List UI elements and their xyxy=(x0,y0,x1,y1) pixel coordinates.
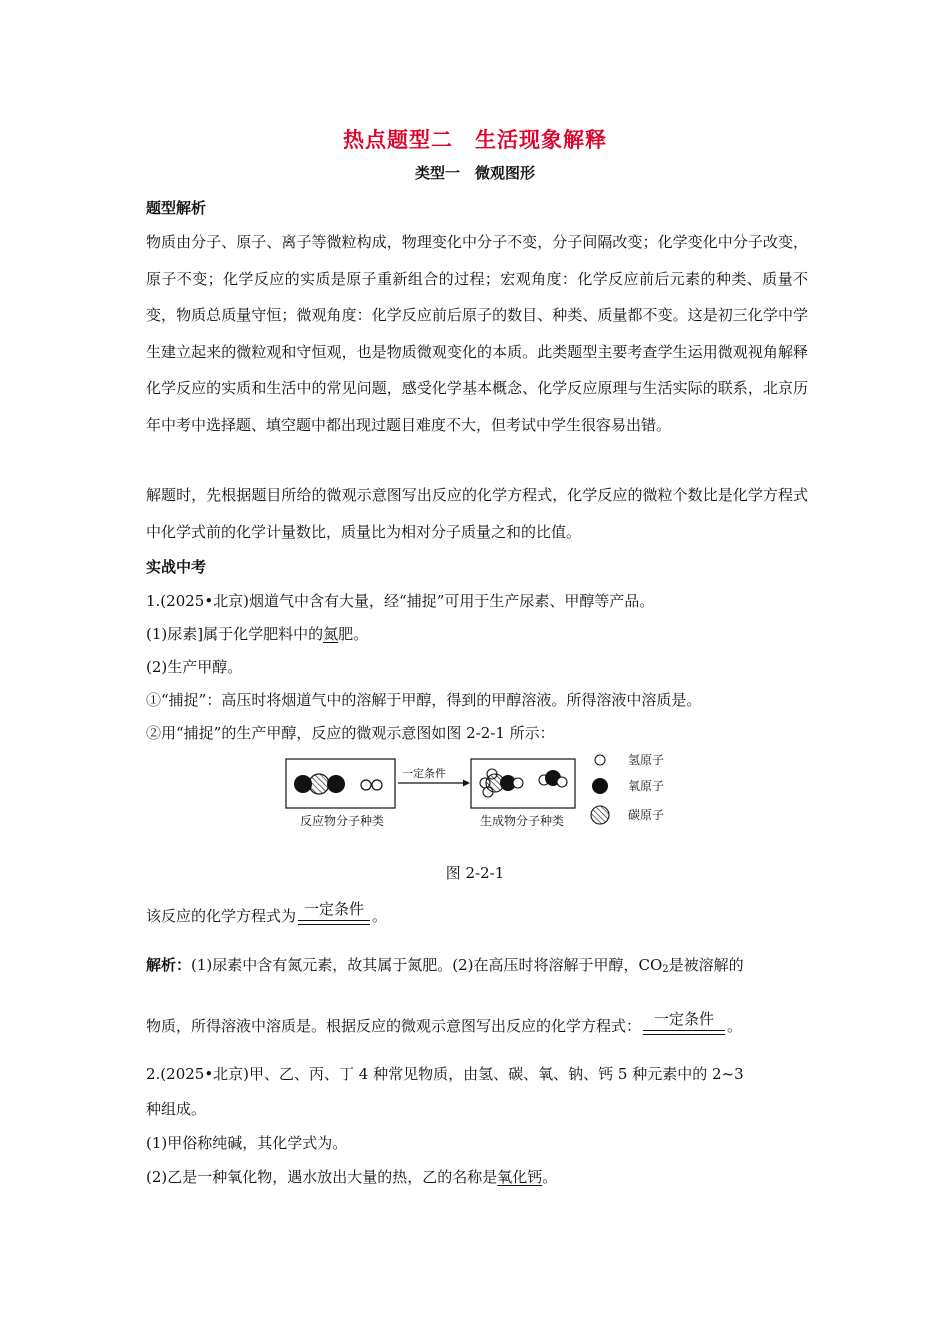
question-2-stem-line-2: 种组成。 xyxy=(146,1100,207,1118)
equation-suffix: 。 xyxy=(372,907,388,925)
oxygen-atom xyxy=(327,775,345,793)
question-1-part-2b: ②用“捕捉”的生产甲醇，反应的微观示意图如图 2-2-1 所示： xyxy=(146,724,555,742)
figure-caption: 图 2-2-1 xyxy=(445,864,505,882)
solution-text-b: 是被溶解的 xyxy=(668,956,744,974)
q1-part1-suffix: 肥。 xyxy=(338,625,369,643)
solution-line-2 xyxy=(146,1012,742,1036)
reaction-micro-diagram xyxy=(284,750,684,835)
solution-condition-text: 一定条件 xyxy=(654,1010,715,1028)
question-1-part-1 xyxy=(146,623,368,644)
q1-part1-answer: 氮 xyxy=(323,625,339,643)
equation-condition-text: 一定条件 xyxy=(304,900,365,918)
equation-condition-sign xyxy=(298,902,370,926)
solution-text-a: (1)尿素中含有氮元素，故其属于氮肥。(2)在高压时将溶解于甲醇，CO xyxy=(191,956,663,974)
solution-subscript: 2 xyxy=(662,964,669,975)
hydrogen-atom xyxy=(361,780,371,790)
question-1-stem: 1.(2025•北京)烟道气中含有大量，经“捕捉”可用于生产尿素、甲醇等产品。 xyxy=(146,592,655,610)
double-line xyxy=(298,920,370,925)
reactants-label: 反应物分子种类 xyxy=(300,814,385,828)
question-1-equation xyxy=(146,902,387,926)
legend-hydrogen-label: 氢原子 xyxy=(628,753,665,767)
analysis-heading: 题型解析 xyxy=(146,199,207,217)
page-title: 热点题型二 生活现象解释 xyxy=(343,128,607,152)
carbon-atom xyxy=(309,774,329,794)
q2-part2-text: (2)乙是一种氧化物，遇水放出大量的热，乙的名称是 xyxy=(146,1168,498,1186)
equation-prefix: 该反应的化学方程式为 xyxy=(146,907,297,925)
solution-text-c: 物质，所得溶液中溶质是。根据反应的微观示意图写出反应的化学方程式： xyxy=(146,1017,642,1035)
legend-hydrogen-icon xyxy=(595,755,605,765)
legend-oxygen-label: 氧原子 xyxy=(628,779,665,793)
hydrogen-atom xyxy=(513,778,523,788)
solution-condition-sign xyxy=(643,1012,725,1036)
arrow-condition-label: 一定条件 xyxy=(402,767,446,780)
question-2-stem-line-1: 2.(2025•北京)甲、乙、丙、丁 4 种常见物质，由氢、碳、氧、钠、钙 5 种元素中的 2~3 xyxy=(146,1065,744,1083)
products-label: 生成物分子种类 xyxy=(480,814,565,828)
solution-suffix: 。 xyxy=(727,1017,743,1035)
practice-heading: 实战中考 xyxy=(146,558,207,576)
legend-carbon-icon xyxy=(591,806,609,824)
hydrogen-atom xyxy=(557,777,567,787)
question-2-part-1: (1)甲俗称纯碱，其化学式为。 xyxy=(146,1134,348,1152)
q2-part2-suffix: 。 xyxy=(542,1168,558,1186)
legend-carbon-label: 碳原子 xyxy=(628,808,665,822)
question-1-part-2a: ①“捕捉”：高压时将烟道气中的溶解于甲醇，得到的甲醇溶液。所得溶液中溶质是。 xyxy=(146,691,702,709)
analysis-paragraph-2: 解题时，先根据题目所给的微观示意图写出反应的化学方程式，化学反应的微粒个数比是化学方程式中化学式前的化学计量数比，质量比为相对分子质量之和的比值。 xyxy=(146,486,808,541)
solution-label: 解析： xyxy=(146,956,192,974)
double-line xyxy=(643,1030,725,1035)
arrow-head-icon xyxy=(463,780,470,787)
solution-line-1 xyxy=(146,954,744,975)
analysis-paragraph-1: 物质由分子、原子、离子等微粒构成，物理变化中分子不变，分子间隔改变；化学变化中分子改变，原子不变；化学反应的实质是原子重新组合的过程；宏观角度：化学反应前后元素的种类、质量不变，物质总质量守恒；微观角度：化学反应前后原子的数目、种类、质量都不变。这是初三化学中学生建立起来的微粒观和守恒观，也是物质微观变化的本质。此类题型主要考查学生运用微观视角解释化学反应的实质和生活中的常见问题，感受化学基本概念、化学反应原理与生活实际的联系，北京历年中考中选择题、填空题中都出现过题目难度不大，但考试中学生很容易出错。 xyxy=(146,233,808,434)
q1-part1-text: (1)尿素]属于化学肥料中的 xyxy=(146,625,324,643)
section-subtitle: 类型一 微观图形 xyxy=(414,164,535,182)
question-2-part-2 xyxy=(146,1166,557,1187)
question-1-part-2: (2)生产甲醇。 xyxy=(146,658,243,676)
q2-part2-answer: 氧化钙 xyxy=(497,1168,543,1186)
hydrogen-atom xyxy=(372,780,382,790)
legend-oxygen-icon xyxy=(592,778,608,794)
